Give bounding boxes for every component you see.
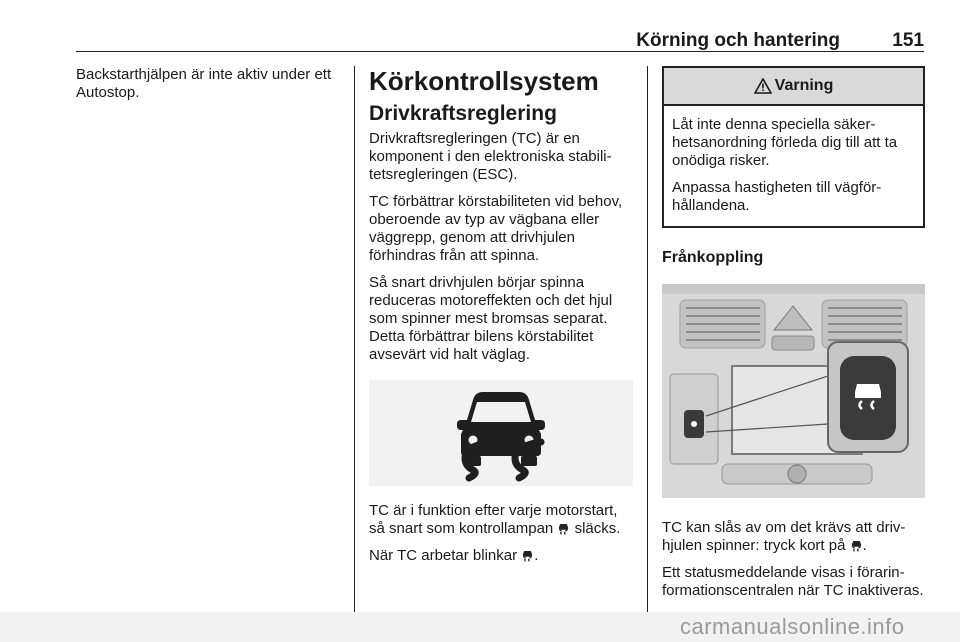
dashboard-button-figure [662,284,925,498]
warning-triangle-icon [754,78,772,94]
traction-control-icon [369,380,633,486]
chapter-title: Körning och hantering [636,30,840,51]
warning-box [662,66,925,228]
watermark-text: carmanualsonline.info [680,614,905,639]
warning-body [664,106,923,226]
subheading-frankoppling: Frånkoppling [662,249,764,266]
column-1 [76,66,346,111]
page-number: 151 [892,30,924,51]
column-divider-1 [354,66,355,612]
column-divider-2 [647,66,648,612]
page-header [76,30,924,52]
footer-watermark-bar [0,612,960,642]
tc-status-text: TC är i funktion efter varje motorstart, så snart som kontrollampan släcks. [369,502,621,537]
header-rule [76,51,924,52]
warning-header [664,68,923,106]
warning-paragraph-2: Anpassa hastigheten till vägförhållandena. [672,179,882,214]
tc-paragraph-1: Drivkraftsregleringen (TC) är en komponent i den elektroniska stabilitetsregleringen (ESC). [369,130,612,183]
traction-control-icon [557,522,570,535]
section-title: Körkontrollsystem [369,66,599,96]
traction-control-icon [521,549,534,562]
column-2 [369,66,633,574]
tc-symbol-figure [369,380,633,486]
column-3 [662,66,925,609]
status-message-text: Ett statusmeddelande visas i förarinformationscentralen när TC inaktiveras. [662,564,924,599]
tc-active-text: När TC arbetar blinkar . [369,547,539,564]
tc-off-text: TC kan slås av om det krävs att drivhjulen spinner: tryck kort på . [662,519,906,554]
traction-control-icon [850,539,863,552]
autostop-note: Backstarthjälpen är inte aktiv under ett Autostop. [76,66,332,101]
subsection-title: Drivkraftsreglering [369,102,557,125]
tc-paragraph-2: TC förbättrar körstabiliteten vid behov, oberoende av typ av vägbana eller väggrepp, genom att drivhjulen förhindras från att spinna. [369,193,623,264]
warning-paragraph-1: Låt inte denna speciella säkerhetsanordning förleda dig till att ta onödiga risker. [672,116,898,169]
tc-paragraph-3: Så snart drivhjulen börjar spinna reduceras motoreffekten och det hjul som spinner mest bromsas separat. Detta förbättrar bilens körstabilitet avsevärt vid halt väglag. [369,274,613,363]
warning-title: Varning [774,77,834,94]
